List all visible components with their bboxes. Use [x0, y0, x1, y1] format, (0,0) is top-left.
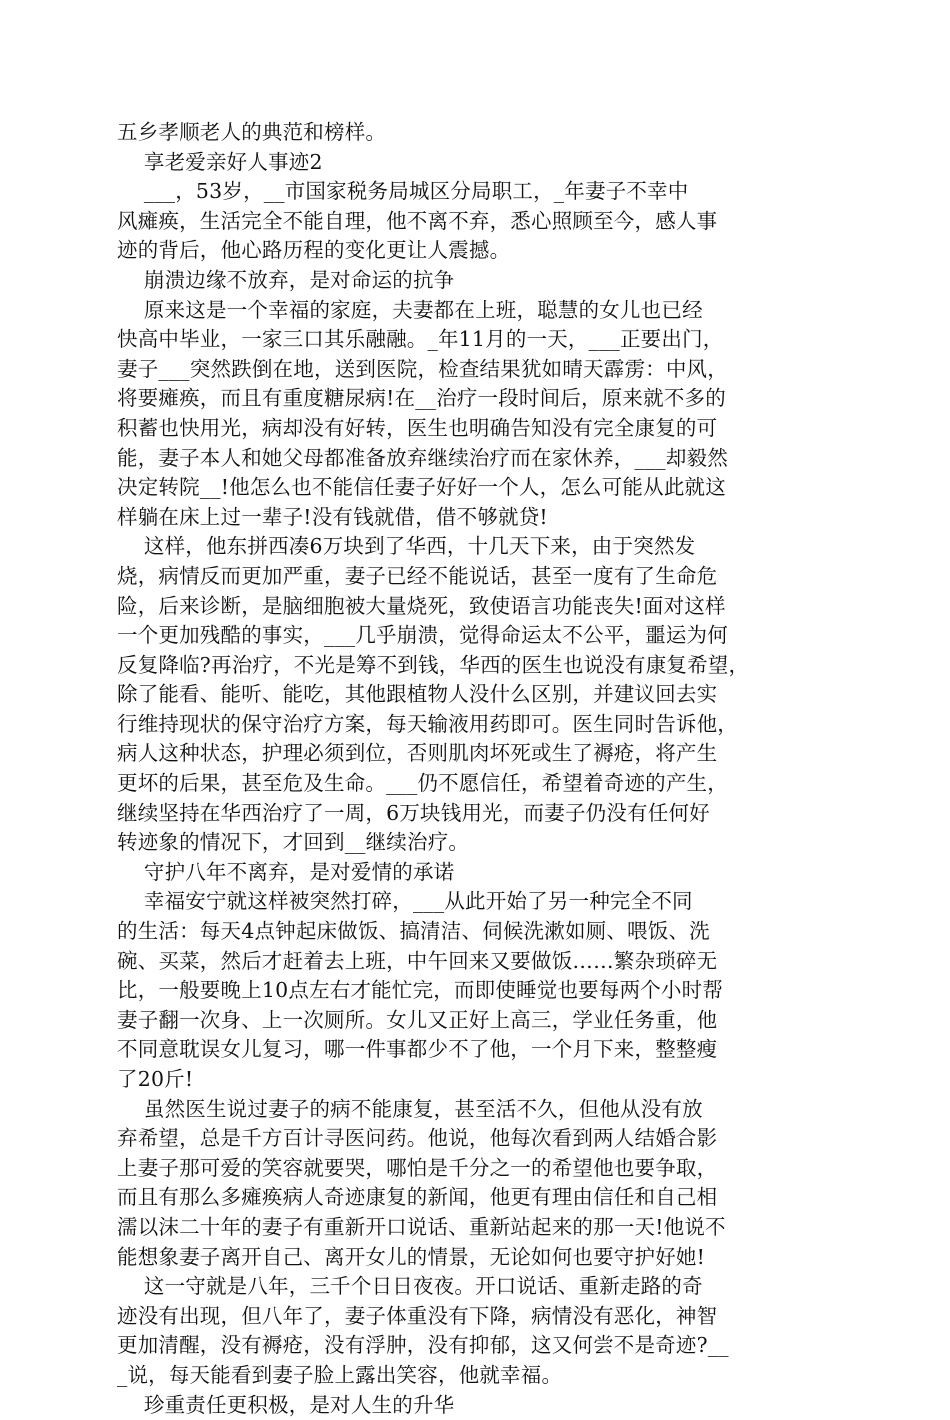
- text-line: 妻子翻一次身、上一次厕所。女儿又正好上高三，学业任务重，他: [117, 1007, 718, 1032]
- text-line: 上妻子那可爱的笑容就要哭，哪怕是千分之一的希望他也要争取，: [117, 1155, 718, 1180]
- text-line: 崩溃边缘不放弃，是对命运的抗争: [117, 267, 455, 292]
- text-line: 比，一般要晚上10点左右才能忙完，而即使睡觉也要每两个小时帮: [117, 978, 724, 1003]
- text-line: 这样，他东拼西凑6万块到了华西，十几天下来，由于突然发: [117, 534, 696, 559]
- text-line: 濡以沫二十年的妻子有重新开口说话、重新站起来的那一天!他说不: [117, 1214, 726, 1239]
- text-line: 珍重责任更积极，是对人生的升华: [117, 1392, 455, 1417]
- text-line: 不同意耽误女儿复习，哪一件事都少不了他，一个月下来，整整瘦: [117, 1037, 718, 1062]
- text-line: 除了能看、能听、能吃，其他跟植物人没什么区别，并建议回去实: [117, 682, 718, 707]
- text-line: 这一守就是八年，三千个日日夜夜。开口说话、重新走路的奇: [117, 1274, 703, 1299]
- text-line: 烧，病情反而更加严重，妻子已经不能说话，甚至一度有了生命危: [117, 563, 718, 588]
- text-line: 快高中毕业，一家三口其乐融融。_年11月的一天，___正要出门，: [117, 327, 724, 352]
- text-line: 妻子___突然跌倒在地，送到医院，检查结果犹如晴天霹雳：中风，: [117, 356, 728, 381]
- text-line: 享老爱亲好人事迹2: [117, 149, 323, 174]
- text-line: 了20斤!: [117, 1067, 194, 1091]
- text-line: _说，每天能看到妻子脸上露出笑容，他就幸福。: [117, 1362, 563, 1387]
- text-line: 迹的背后，他心路历程的变化更让人震撼。: [117, 238, 511, 263]
- text-line: 虽然医生说过妻子的病不能康复，甚至活不久，但他从没有放: [117, 1096, 703, 1121]
- text-line: 行维持现状的保守治疗方案，每天输液用药即可。医生同时告诉他，: [117, 711, 738, 736]
- text-line: 样躺在床上过一辈子!没有钱就借，借不够就贷!: [117, 504, 548, 529]
- document-body: [117, 118, 817, 1420]
- text-line: 原来这是一个幸福的家庭，夫妻都在上班，聪慧的女儿也已经: [117, 297, 703, 322]
- text-line: ___，53岁，__市国家税务局城区分局职工，_年妻子不幸中: [117, 179, 689, 204]
- text-line: 的生活：每天4点钟起床做饭、搞清洁、伺候洗漱如厕、喂饭、洗: [117, 919, 710, 944]
- text-line: 守护八年不离弃，是对爱情的承诺: [117, 859, 455, 884]
- text-line: 病人这种状态，护理必须到位，否则肌肉坏死或生了褥疮，将产生: [117, 741, 718, 766]
- text-line: 幸福安宁就这样被突然打碎，___从此开始了另一种完全不同: [117, 889, 693, 914]
- text-line: 碗、买菜，然后才赶着去上班，中午回来又要做饭……繁杂琐碎无: [117, 948, 718, 973]
- text-line: 更加清醒，没有褥疮，没有浮肿，没有抑郁，这又何尝不是奇迹?__: [117, 1333, 729, 1358]
- text-line: 反复降临?再治疗，不光是筹不到钱，华西的医生也说没有康复希望，: [117, 652, 750, 677]
- text-line: 更坏的后果，甚至危及生命。___仍不愿信任，希望着奇迹的产生，: [117, 771, 728, 796]
- text-line: 能想象妻子离开自己、离开女儿的情景，无论如何也要守护好她!: [117, 1244, 706, 1269]
- text-line: 决定转院__!他怎么也不能信任妻子好好一个人，怎么可能从此就这: [117, 475, 726, 500]
- text-line: 一个更加残酷的事实，___几乎崩溃，觉得命运太不公平，噩运为何: [117, 623, 728, 648]
- text-line: 弃希望，总是千方百计寻医问药。他说，他每次看到两人结婚合影: [117, 1126, 718, 1151]
- text-line: 而且有那么多瘫痪病人奇迹康复的新闻，他更有理由信任和自己相: [117, 1185, 718, 1210]
- text-line: 转迹象的情况下，才回到__继续治疗。: [117, 830, 470, 855]
- text-line: 能，妻子本人和她父母都准备放弃继续治疗而在家休养，___却毅然: [117, 445, 728, 470]
- text-line: 积蓄也快用光，病却没有好转，医生也明确告知没有完全康复的可: [117, 415, 718, 440]
- text-line: 继续坚持在华西治疗了一周，6万块钱用光，而妻子仍没有任何好: [117, 800, 710, 825]
- text-line: 迹没有出现，但八年了，妻子体重没有下降，病情没有恶化，神智: [117, 1303, 718, 1328]
- text-line: 险，后来诊断，是脑细胞被大量烧死，致使语言功能丧失!面对这样: [117, 593, 726, 618]
- text-line: 五乡孝顺老人的典范和榜样。: [117, 120, 387, 144]
- text-line: 风瘫痪，生活完全不能自理，他不离不弃，悉心照顾至今，感人事: [117, 208, 718, 233]
- text-line: 将要瘫痪，而且有重度糖尿病!在__治疗一段时间后，原来就不多的: [117, 386, 726, 411]
